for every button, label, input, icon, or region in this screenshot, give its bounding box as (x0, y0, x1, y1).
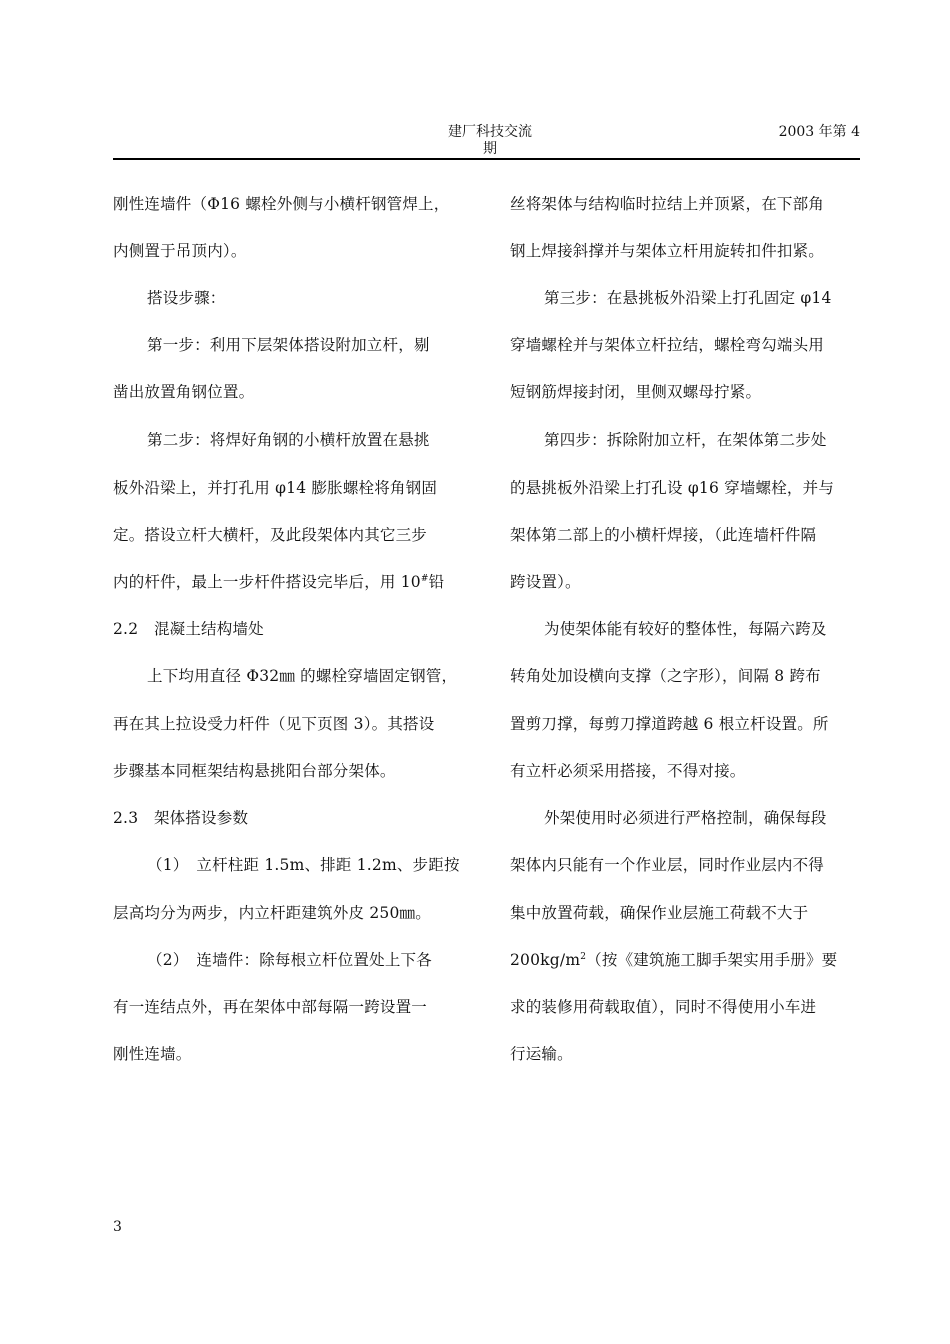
page-number: 3 (113, 1219, 122, 1235)
paragraph-line (510, 940, 837, 980)
paragraph-line: 跨设置）。 (510, 573, 581, 591)
line-text: 内的杆件，最上一步杆件搭设完毕后，用 10 (113, 573, 421, 591)
paragraph-line: 有立杆必须采用搭接，不得对接。 (510, 762, 746, 780)
paragraph-line: 短钢筋焊接封闭，里侧双螺母拧紧。 (510, 383, 762, 401)
paragraph-line: 外架使用时必须进行严格控制，确保每段 (544, 809, 827, 827)
paragraph-line: 内侧置于吊顶内）。 (113, 242, 247, 260)
paragraph-line: 再在其上拉设受力杆件（见下页图 3）。其搭设 (113, 715, 435, 733)
running-header-issue: 2003 年第 4 (778, 124, 860, 140)
paragraph-line: 刚性连墙件（Φ16 螺栓外侧与小横杆钢管焊上， (113, 195, 450, 213)
paragraph-line: 第一步：利用下层架体搭设附加立杆，剔 (147, 336, 430, 354)
paragraph-line: 第三步：在悬挑板外沿梁上打孔固定 φ14 (544, 289, 832, 307)
paragraph-line: 丝将架体与结构临时拉结上并顶紧，在下部角 (510, 195, 825, 213)
line-text: 200kg/m (510, 951, 581, 969)
paragraph-line: 凿出放置角钢位置。 (113, 383, 255, 401)
paragraph-line (113, 562, 444, 602)
paragraph-line: 置剪刀撑，每剪刀撑道跨越 6 根立杆设置。所 (510, 715, 829, 733)
paragraph-line: 第四步：拆除附加立杆，在架体第二步处 (544, 431, 827, 449)
paragraph-line: 刚性连墙。 (113, 1045, 192, 1063)
paragraph-line: 架体内只能有一个作业层，同时作业层内不得 (510, 856, 825, 874)
paragraph-line: 搭设步骤： (147, 289, 226, 307)
paragraph-line: 第二步：将焊好角钢的小横杆放置在悬挑 (147, 431, 430, 449)
paragraph-line: 为使架体能有较好的整体性，每隔六跨及 (544, 620, 827, 638)
paragraph-line: 架体第二部上的小横杆焊接，（此连墙杆件隔 (510, 526, 817, 544)
journal-title-cont: 期 (483, 141, 497, 157)
paragraph-line: 层高均分为两步，内立杆距建筑外皮 250㎜。 (113, 904, 431, 922)
journal-title: 建厂科技交流 (448, 124, 532, 140)
section-heading: 2.2 混凝土结构墙处 (113, 620, 264, 638)
running-header-journal (420, 124, 560, 158)
paragraph-line: 有一连结点外，再在架体中部每隔一跨设置一 (113, 998, 428, 1016)
paragraph-line: 集中放置荷载，确保作业层施工荷载不大于 (510, 904, 809, 922)
superscript: 2 (580, 951, 587, 962)
section-heading: 2.3 架体搭设参数 (113, 809, 249, 827)
paragraph-line: 行运输。 (510, 1045, 573, 1063)
paragraph-line: 穿墙螺栓并与架体立杆拉结，螺栓弯勾端头用 (510, 336, 825, 354)
paragraph-line: 的悬挑板外沿梁上打孔设 φ16 穿墙螺栓，并与 (510, 479, 835, 497)
paragraph-line: 板外沿梁上，并打孔用 φ14 膨胀螺栓将角钢固 (113, 479, 438, 497)
paragraph-line: 求的装修用荷载取值），同时不得使用小车进 (510, 998, 817, 1016)
line-text-tail: 铅 (428, 573, 445, 591)
paragraph-line: （1） 立杆柱距 1.5m、排距 1.2m、步距按 (147, 856, 460, 874)
paragraph-line: 定。搭设立杆大横杆，及此段架体内其它三步 (113, 526, 428, 544)
paragraph-line: 转角处加设横向支撑（之字形），间隔 8 跨布 (510, 667, 821, 685)
paragraph-line: 步骤基本同框架结构悬挑阳台部分架体。 (113, 762, 396, 780)
header-rule (113, 158, 860, 160)
line-text-tail: （按《建筑施工脚手架实用手册》要 (586, 951, 838, 969)
superscript: # (420, 573, 429, 584)
paragraph-line: （2） 连墙件：除每根立杆位置处上下各 (147, 951, 432, 969)
paragraph-line: 上下均用直径 Φ32㎜ 的螺栓穿墙固定钢管， (147, 667, 458, 685)
paragraph-line: 钢上焊接斜撑并与架体立杆用旋转扣件扣紧。 (510, 242, 825, 260)
